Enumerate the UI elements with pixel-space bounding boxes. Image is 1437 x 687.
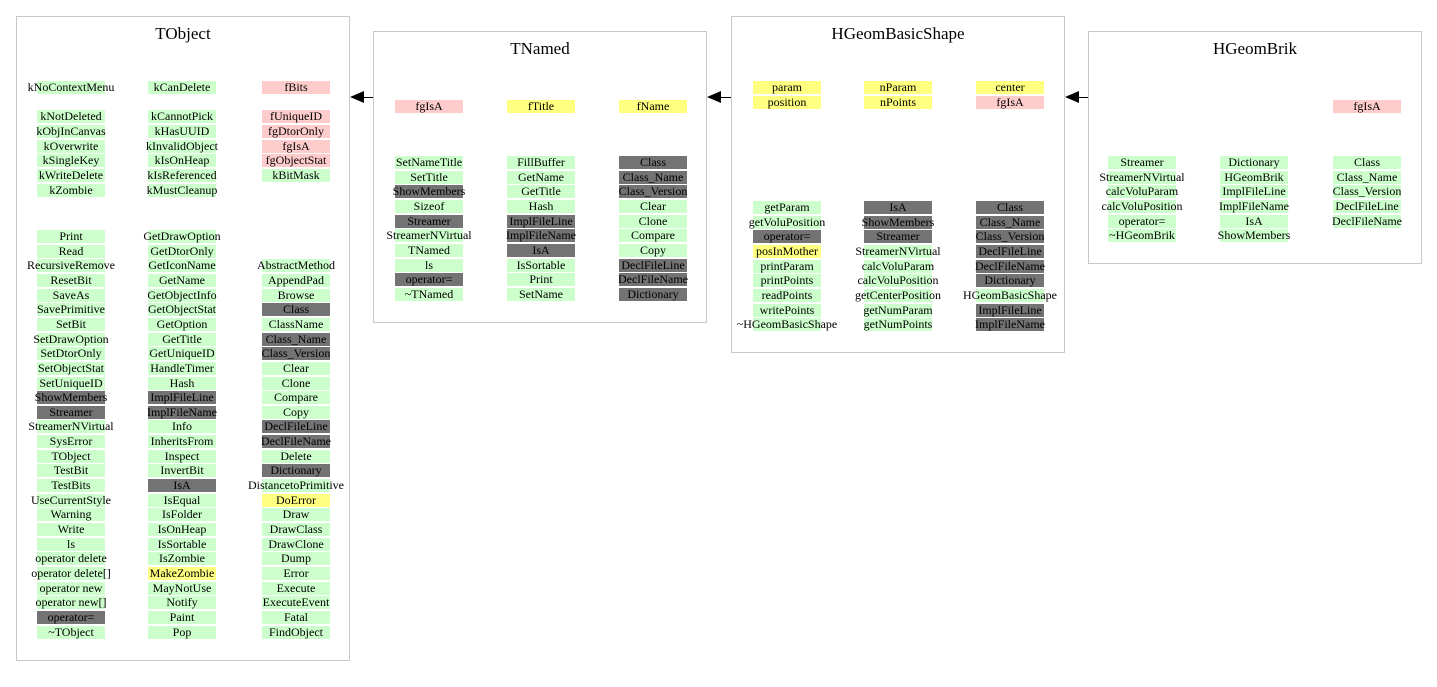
method-member[interactable]: Dictionary xyxy=(270,463,322,478)
data-member[interactable]: kIsOnHeap xyxy=(154,153,210,168)
method-member[interactable]: RecursiveRemove xyxy=(27,258,115,273)
method-member[interactable]: FillBuffer xyxy=(517,155,565,169)
method-member[interactable]: AbstractMethod xyxy=(257,258,335,273)
method-member[interactable]: ~HGeomBasicShape xyxy=(736,317,838,332)
method-member[interactable]: DeclFileLine xyxy=(978,243,1042,258)
method-member[interactable]: Streamer xyxy=(1120,155,1164,169)
method-member[interactable]: Streamer xyxy=(49,404,93,419)
method-member[interactable]: InheritsFrom xyxy=(150,434,214,449)
method-member[interactable]: SetDrawOption xyxy=(33,331,109,346)
data-member[interactable]: fgIsA xyxy=(1353,99,1381,113)
class-box-hgeombrik xyxy=(1088,31,1422,264)
method-member[interactable]: AppendPad xyxy=(268,272,324,287)
method-member[interactable]: Clear xyxy=(640,198,666,213)
data-member[interactable]: kNoContextMenu xyxy=(27,80,115,94)
method-member[interactable]: printPoints xyxy=(760,273,814,288)
method-member[interactable]: ResetBit xyxy=(50,272,92,287)
data-member[interactable]: kObjInCanvas xyxy=(36,123,106,138)
method-member[interactable]: operator new[] xyxy=(35,595,107,610)
method-member[interactable]: ShowMembers xyxy=(861,214,935,229)
method-member[interactable]: readPoints xyxy=(761,287,813,302)
method-member[interactable]: DeclFileLine xyxy=(1335,198,1399,213)
data-member[interactable]: kBitMask xyxy=(272,167,320,182)
class-title: HGeomBasicShape xyxy=(831,24,965,43)
data-member[interactable]: kCanDelete xyxy=(153,80,211,94)
method-member[interactable]: DeclFileLine xyxy=(264,419,328,434)
method-member[interactable]: IsA xyxy=(173,478,191,493)
method-member[interactable]: Class xyxy=(639,155,666,169)
method-member[interactable]: DeclFileName xyxy=(1332,213,1402,228)
method-member[interactable]: Sizeof xyxy=(413,198,445,213)
data-member[interactable]: center xyxy=(995,80,1025,94)
method-member[interactable]: ImplFileName xyxy=(506,228,576,243)
method-member[interactable]: IsOnHeap xyxy=(157,522,207,536)
data-member[interactable]: fBits xyxy=(284,80,308,94)
method-member[interactable]: Copy xyxy=(639,242,666,257)
method-member[interactable]: ImplFileLine xyxy=(1222,184,1286,199)
method-member[interactable]: IsA xyxy=(889,200,907,214)
method-member[interactable]: SetObjectStat xyxy=(38,360,104,375)
method-member[interactable]: IsA xyxy=(1245,213,1263,228)
method-member[interactable]: operator new xyxy=(39,580,103,595)
method-member[interactable]: Error xyxy=(283,565,309,580)
method-member[interactable]: Fatal xyxy=(284,609,308,624)
method-member[interactable]: ExecuteEvent xyxy=(262,595,330,610)
method-member[interactable]: IsZombie xyxy=(159,551,205,566)
method-member[interactable]: Dictionary xyxy=(627,286,679,301)
class-title: TObject xyxy=(155,24,211,43)
method-member[interactable]: IsSortable xyxy=(157,536,207,551)
method-member[interactable]: MayNotUse xyxy=(152,580,212,595)
method-member[interactable]: operator= xyxy=(763,229,811,244)
method-member[interactable]: Clone xyxy=(638,213,668,228)
method-member[interactable]: StreamerNVirtual xyxy=(855,243,941,258)
data-member[interactable]: kSingleKey xyxy=(42,153,100,168)
method-member[interactable]: GetUniqueID xyxy=(149,346,215,361)
method-member[interactable]: Dictionary xyxy=(984,273,1036,288)
method-member[interactable]: getNumPoints xyxy=(863,317,933,332)
method-member[interactable]: operator= xyxy=(405,272,453,287)
data-member[interactable]: kMustCleanup xyxy=(146,182,218,197)
data-member[interactable]: fgDtorOnly xyxy=(268,123,324,138)
method-member[interactable]: SetDtorOnly xyxy=(40,346,102,361)
method-member[interactable]: Browse xyxy=(277,287,315,302)
method-member[interactable]: Class_Version xyxy=(975,229,1045,244)
method-member[interactable]: IsFolder xyxy=(162,507,202,522)
data-member[interactable]: kZombie xyxy=(49,182,93,197)
method-member[interactable]: TObject xyxy=(51,448,91,463)
method-member[interactable]: ImplFileName xyxy=(975,317,1045,332)
data-member[interactable]: nPoints xyxy=(879,94,916,109)
arrowhead-icon xyxy=(350,91,364,103)
data-member[interactable]: kNotDeleted xyxy=(40,109,102,124)
method-member[interactable]: getVoluPosition xyxy=(748,214,826,229)
method-member[interactable]: IsEqual xyxy=(163,492,201,507)
data-member[interactable]: kWriteDelete xyxy=(38,167,104,182)
data-member[interactable]: kIsReferenced xyxy=(147,167,217,182)
method-member[interactable]: operator delete xyxy=(35,551,107,566)
data-member[interactable]: kHasUUID xyxy=(154,123,210,138)
method-member[interactable]: Copy xyxy=(282,404,309,419)
method-member[interactable]: GetName xyxy=(518,169,564,184)
method-member[interactable]: ImplFileLine xyxy=(978,302,1042,317)
method-member[interactable]: HandleTimer xyxy=(150,360,214,375)
arrowhead-icon xyxy=(1065,91,1079,103)
method-member[interactable]: GetDtorOnly xyxy=(150,243,214,258)
method-member[interactable]: getCenterPosition xyxy=(855,287,941,302)
method-member[interactable]: SetTitle xyxy=(410,169,448,184)
method-member[interactable]: Class_Name xyxy=(622,169,684,184)
method-member[interactable]: ~TNamed xyxy=(404,286,454,301)
method-member[interactable]: Notify xyxy=(166,595,198,610)
method-member[interactable]: Execute xyxy=(276,580,316,595)
class-title: TNamed xyxy=(510,39,570,58)
method-member[interactable]: UseCurrentStyle xyxy=(31,492,111,507)
method-member[interactable]: Print xyxy=(59,229,83,243)
method-member[interactable]: ShowMembers xyxy=(1217,228,1291,243)
method-member[interactable]: calcVoluPosition xyxy=(1101,198,1183,213)
method-member[interactable]: TestBit xyxy=(53,463,89,478)
method-member[interactable]: calcVoluParam xyxy=(1105,184,1179,199)
data-member[interactable]: position xyxy=(767,94,807,109)
data-member[interactable]: fgIsA xyxy=(282,138,310,153)
data-member[interactable]: kCannotPick xyxy=(151,109,213,124)
method-member[interactable]: Clear xyxy=(283,360,309,375)
method-member[interactable]: Class_Name xyxy=(979,214,1041,229)
method-member[interactable]: StreamerNVirtual xyxy=(1099,169,1185,184)
method-member[interactable]: posInMother xyxy=(756,243,818,258)
method-member[interactable]: DrawClass xyxy=(269,522,323,536)
method-member[interactable]: ImplFileName xyxy=(147,404,217,419)
method-member[interactable]: Pop xyxy=(172,624,192,639)
method-member[interactable]: DoError xyxy=(276,492,316,507)
method-member[interactable]: SetName xyxy=(519,286,563,301)
method-member[interactable]: Draw xyxy=(282,507,310,522)
method-member[interactable]: ~TObject xyxy=(48,624,94,639)
method-member[interactable]: Class_Version xyxy=(261,346,331,361)
method-member[interactable]: Inspect xyxy=(164,448,200,463)
method-member[interactable]: getNumParam xyxy=(863,302,933,317)
class-title: HGeomBrik xyxy=(1212,39,1298,58)
data-member[interactable]: fUniqueID xyxy=(270,109,322,124)
method-member[interactable]: GetTitle xyxy=(162,331,202,346)
method-member[interactable]: Read xyxy=(58,243,84,258)
method-member[interactable]: StreamerNVirtual xyxy=(28,419,114,434)
method-member[interactable]: Info xyxy=(172,419,192,434)
method-member[interactable]: ~HGeomBrik xyxy=(1109,228,1175,243)
method-member[interactable]: Class_Name xyxy=(1336,169,1398,184)
method-member[interactable]: operator= xyxy=(1118,213,1166,228)
method-member[interactable]: Class_Name xyxy=(265,331,327,346)
method-member[interactable]: MakeZombie xyxy=(149,565,215,580)
data-member[interactable]: fgIsA xyxy=(996,94,1024,109)
method-member[interactable]: StreamerNVirtual xyxy=(386,228,472,243)
method-member[interactable]: GetDrawOption xyxy=(143,229,221,243)
method-member[interactable]: GetOption xyxy=(156,316,208,331)
method-member[interactable]: GetName xyxy=(159,272,205,287)
method-member[interactable]: getParam xyxy=(764,200,810,214)
method-member[interactable]: Class_Version xyxy=(618,184,688,199)
data-member[interactable]: kInvalidObject xyxy=(146,138,218,153)
method-member[interactable]: HGeomBasicShape xyxy=(963,287,1057,302)
data-member[interactable]: nParam xyxy=(879,80,917,94)
method-member[interactable]: ShowMembers xyxy=(34,390,108,405)
method-member[interactable]: operator delete[] xyxy=(31,565,111,580)
method-member[interactable]: IsSortable xyxy=(516,257,566,272)
method-member[interactable]: DeclFileName xyxy=(975,258,1045,273)
method-member[interactable]: Class_Version xyxy=(1332,184,1402,199)
data-member[interactable]: fTitle xyxy=(527,99,555,113)
method-member[interactable]: Streamer xyxy=(407,213,451,228)
method-member[interactable]: Compare xyxy=(274,390,318,405)
method-member[interactable]: Class xyxy=(1353,155,1380,169)
method-member[interactable]: SysError xyxy=(49,434,93,449)
method-member[interactable]: GetIconName xyxy=(148,258,216,273)
class-box-tobject xyxy=(16,16,350,661)
method-member[interactable]: Paint xyxy=(169,609,195,624)
method-member[interactable]: SavePrimitive xyxy=(37,302,105,317)
method-member[interactable]: InvertBit xyxy=(160,463,204,478)
method-member[interactable]: Class xyxy=(282,302,309,317)
method-member[interactable]: SetBit xyxy=(55,316,86,331)
data-member[interactable]: fName xyxy=(636,99,670,113)
method-member[interactable]: ImplFileName xyxy=(1219,198,1289,213)
method-member[interactable]: Streamer xyxy=(876,229,920,244)
method-member[interactable]: SetNameTitle xyxy=(395,155,463,169)
method-member[interactable]: GetObjectStat xyxy=(148,302,216,317)
method-member[interactable]: writePoints xyxy=(759,302,815,317)
method-member[interactable]: SaveAs xyxy=(52,287,90,302)
method-member[interactable]: GetTitle xyxy=(521,184,561,199)
method-member[interactable]: ShowMembers xyxy=(392,184,466,199)
method-member[interactable]: DrawClone xyxy=(268,536,324,551)
data-member[interactable]: fgIsA xyxy=(415,99,443,113)
data-member[interactable]: kOverwrite xyxy=(43,138,99,153)
method-member[interactable]: DeclFileLine xyxy=(621,257,685,272)
method-member[interactable]: ClassName xyxy=(268,316,324,331)
data-member[interactable]: fgObjectStat xyxy=(265,153,327,168)
method-member[interactable]: SetUniqueID xyxy=(39,375,103,390)
data-member[interactable]: param xyxy=(772,80,802,94)
method-member[interactable]: ls xyxy=(424,257,433,272)
method-member[interactable]: calcVoluPosition xyxy=(857,273,939,288)
method-member[interactable]: Compare xyxy=(631,228,675,243)
method-member[interactable]: Write xyxy=(57,522,85,536)
class-box-hgeombasicshape xyxy=(731,16,1065,353)
method-member[interactable]: Print xyxy=(529,272,553,287)
method-member[interactable]: calcVoluParam xyxy=(861,258,935,273)
method-member[interactable]: FindObject xyxy=(269,624,323,639)
arrowhead-icon xyxy=(707,91,721,103)
method-member[interactable]: Clone xyxy=(281,375,311,390)
method-member[interactable]: ImplFileLine xyxy=(150,390,214,405)
method-member[interactable]: TestBits xyxy=(51,478,91,493)
method-member[interactable]: Hash xyxy=(528,198,554,213)
method-member[interactable]: Dictionary xyxy=(1228,155,1280,169)
method-member[interactable]: DeclFileName xyxy=(261,434,331,449)
method-member[interactable]: Delete xyxy=(280,448,312,463)
method-member[interactable]: GetObjectInfo xyxy=(147,287,217,302)
method-member[interactable]: Dump xyxy=(281,551,311,566)
method-member[interactable]: operator= xyxy=(47,609,95,624)
method-member[interactable]: TNamed xyxy=(408,242,450,257)
method-member[interactable]: IsA xyxy=(532,242,550,257)
method-member[interactable]: ImplFileLine xyxy=(509,213,573,228)
method-member[interactable]: Hash xyxy=(169,375,195,390)
method-member[interactable]: Class xyxy=(996,200,1023,214)
method-member[interactable]: Warning xyxy=(50,507,92,522)
method-member[interactable]: printParam xyxy=(760,258,814,273)
method-member[interactable]: DeclFileName xyxy=(618,272,688,287)
method-member[interactable]: ls xyxy=(66,536,75,551)
class-box-tnamed xyxy=(373,31,707,323)
method-member[interactable]: DistancetoPrimitive xyxy=(248,478,344,493)
method-member[interactable]: HGeomBrik xyxy=(1224,169,1284,184)
